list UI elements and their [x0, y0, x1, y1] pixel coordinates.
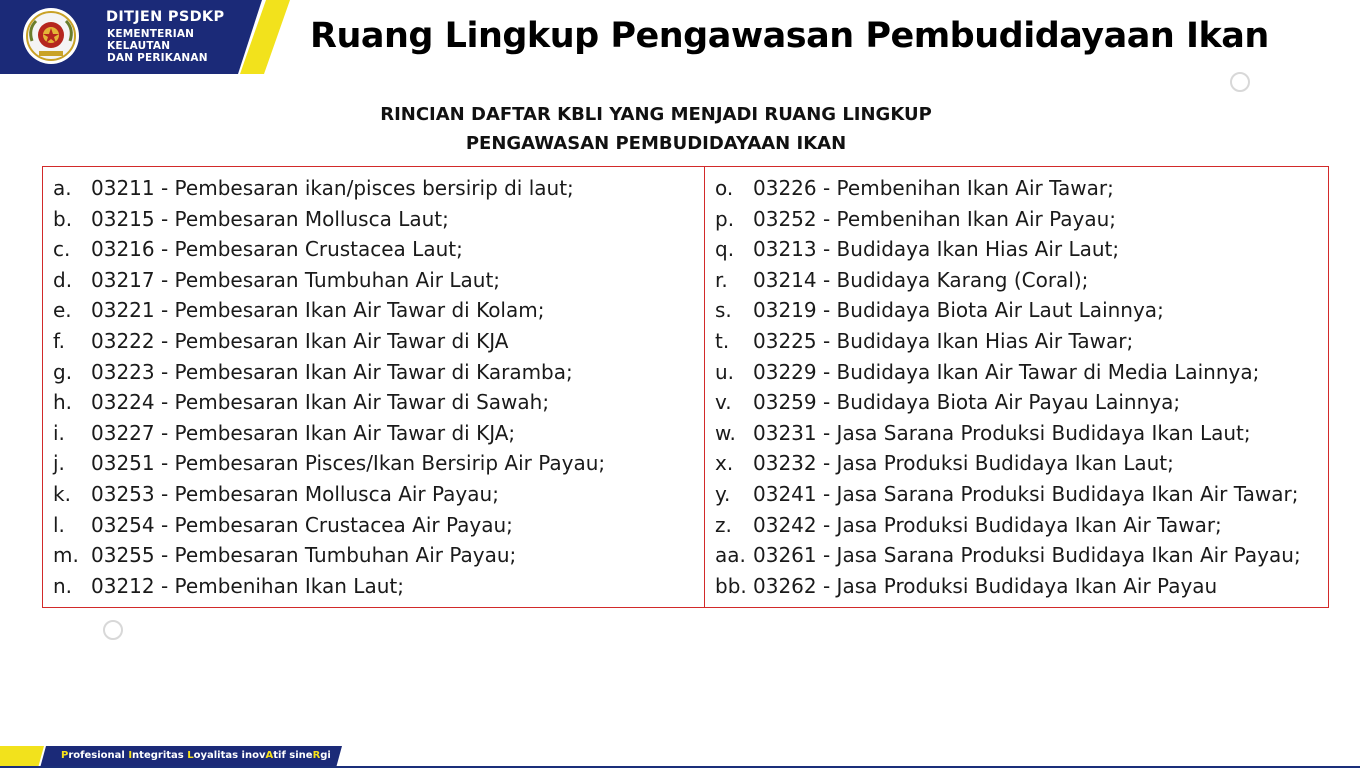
list-item-text: 03254 - Pembesaran Crustacea Air Payau;: [91, 512, 513, 537]
list-item-letter: c.: [53, 237, 71, 262]
list-item-letter: g.: [53, 359, 73, 384]
column-divider: [704, 167, 705, 607]
list-item-text: 03223 - Pembesaran Ikan Air Tawar di Karamba;: [91, 359, 573, 384]
list-item-text: 03253 - Pembesaran Mollusca Air Payau;: [91, 481, 499, 506]
psdkp-emblem-icon: [22, 7, 80, 65]
list-item-text: 03227 - Pembesaran Ikan Air Tawar di KJA;: [91, 420, 516, 445]
list-item-letter: s.: [715, 298, 732, 323]
list-item-letter: f.: [53, 328, 65, 353]
list-item-text: 03261 - Jasa Sarana Produksi Budidaya Ikan Air Payau;: [753, 543, 1301, 568]
motto-initial: L: [187, 750, 194, 761]
list-item-text: 03224 - Pembesaran Ikan Air Tawar di Sawah;: [91, 390, 550, 415]
motto-text: ntegritas: [132, 750, 188, 761]
list-item-text: 03242 - Jasa Produksi Budidaya Ikan Air Tawar;: [753, 512, 1222, 537]
list-item-letter: k.: [53, 481, 71, 506]
list-item-text: 03231 - Jasa Sarana Produksi Budidaya Ikan Laut;: [753, 420, 1251, 445]
list-item-letter: o.: [715, 176, 734, 200]
list-item-letter: m.: [53, 543, 79, 568]
list-item-letter: y.: [715, 481, 731, 506]
org-name: DITJEN PSDKP: [106, 9, 225, 25]
decorative-circle-icon: [1230, 72, 1250, 92]
list-item-text: 03226 - Pembenihan Ikan Air Tawar;: [753, 176, 1114, 200]
footer-motto: [61, 750, 331, 761]
list-item-letter: bb.: [715, 573, 747, 598]
list-item-text: 03215 - Pembesaran Mollusca Laut;: [91, 206, 449, 231]
org-line-1: KEMENTERIAN: [107, 28, 195, 40]
list-item-letter: j.: [53, 451, 65, 476]
list-item-text: 03251 - Pembesaran Pisces/Ikan Bersirip Air Payau;: [91, 451, 606, 476]
list-item-text: 03229 - Budidaya Ikan Air Tawar di Media Lainnya;: [753, 359, 1260, 384]
list-item-letter: r.: [715, 267, 728, 292]
motto-text: tif sine: [273, 750, 313, 761]
list-item-text: 03217 - Pembesaran Tumbuhan Air Laut;: [91, 267, 501, 292]
list-item-letter: aa.: [715, 543, 746, 568]
org-line-3: DAN PERIKANAN: [107, 52, 208, 64]
list-item-letter: l.: [53, 512, 65, 537]
list-item-letter: i.: [53, 420, 65, 445]
list-item-text: 03222 - Pembesaran Ikan Air Tawar di KJA: [91, 328, 509, 353]
list-item-letter: z.: [715, 512, 732, 537]
list-item-letter: a.: [53, 176, 72, 200]
list-item-text: 03211 - Pembesaran ikan/pisces bersirip di laut;: [91, 176, 574, 200]
list-item-text: 03241 - Jasa Sarana Produksi Budidaya Ikan Air Tawar;: [753, 481, 1299, 506]
list-item-text: 03216 - Pembesaran Crustacea Laut;: [91, 237, 463, 262]
list-item-text: 03219 - Budidaya Biota Air Laut Lainnya;: [753, 298, 1164, 323]
decorative-circle-icon: [103, 620, 123, 640]
list-item-letter: q.: [715, 237, 735, 262]
org-line-2: KELAUTAN: [107, 40, 171, 52]
list-item-letter: b.: [53, 206, 73, 231]
motto-text: gi: [320, 750, 331, 761]
motto-initial: I: [128, 750, 133, 761]
motto-text: oyalitas inov: [193, 750, 266, 761]
list-item-letter: t.: [715, 328, 730, 353]
list-item-text: 03214 - Budidaya Karang (Coral);: [753, 267, 1089, 292]
list-item-letter: d.: [53, 267, 73, 292]
list-item-letter: n.: [53, 573, 73, 598]
subtitle-line-2: PENGAWASAN PEMBUDIDAYAAN IKAN: [465, 133, 847, 154]
list-item-letter: x.: [715, 451, 734, 476]
subtitle-line-1: RINCIAN DAFTAR KBLI YANG MENJADI RUANG LINGKUP: [380, 104, 932, 125]
list-item-text: 03225 - Budidaya Ikan Hias Air Tawar;: [753, 328, 1134, 353]
list-item-text: 03213 - Budidaya Ikan Hias Air Laut;: [753, 237, 1120, 262]
motto-text: rofesional: [68, 750, 129, 761]
list-item-text: 03262 - Jasa Produksi Budidaya Ikan Air Payau: [753, 573, 1218, 598]
list-item-letter: w.: [715, 420, 736, 445]
list-item-text: 03212 - Pembenihan Ikan Laut;: [91, 573, 404, 598]
motto-initial: P: [61, 750, 69, 761]
list-item-text: 03255 - Pembesaran Tumbuhan Air Payau;: [91, 543, 517, 568]
list-item-text: 03259 - Budidaya Biota Air Payau Lainnya;: [753, 390, 1181, 415]
list-item-letter: p.: [715, 206, 735, 231]
list-item-letter: h.: [53, 390, 73, 415]
list-item-letter: e.: [53, 298, 72, 323]
page-title: Ruang Lingkup Pengawasan Pembudidayaan Ikan: [310, 16, 1269, 56]
motto-initial: A: [265, 750, 274, 761]
list-item-letter: v.: [715, 390, 732, 415]
motto-initial: R: [312, 750, 321, 761]
list-item-text: 03221 - Pembesaran Ikan Air Tawar di Kolam;: [91, 298, 545, 323]
list-item-text: 03232 - Jasa Produksi Budidaya Ikan Laut;: [753, 451, 1174, 476]
list-item-text: 03252 - Pembenihan Ikan Air Payau;: [753, 206, 1117, 231]
kbli-table: [42, 166, 1329, 608]
list-item-letter: u.: [715, 359, 735, 384]
